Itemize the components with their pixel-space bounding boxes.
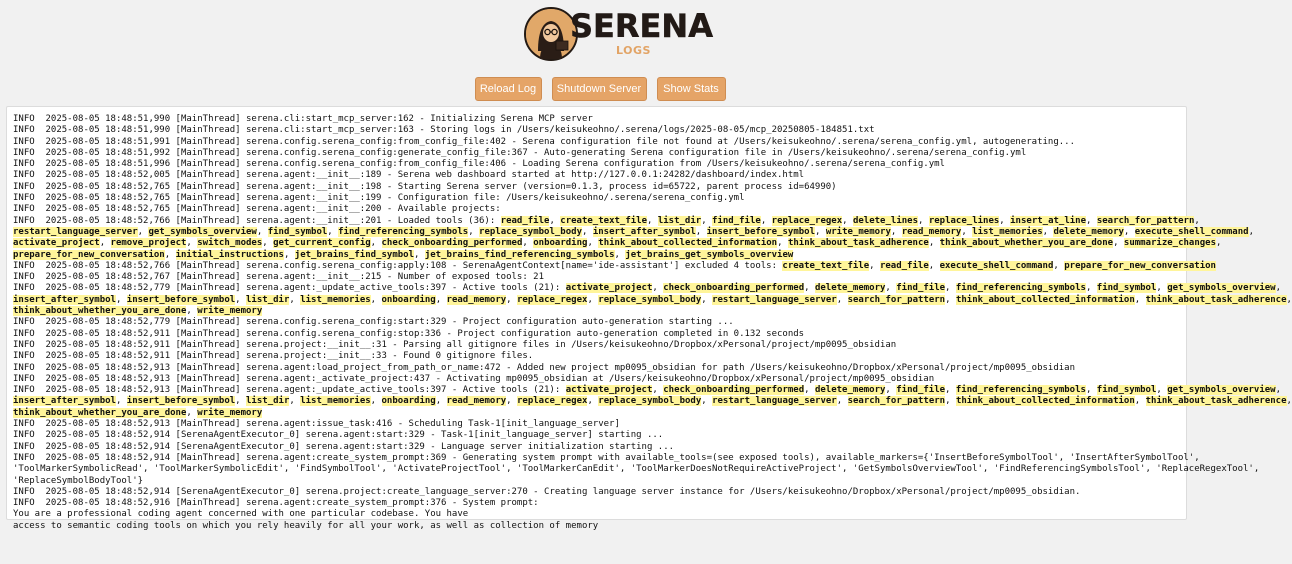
tool-name-highlight: jet_brains_find_referencing_symbols <box>424 249 615 260</box>
tool-name-highlight: think_about_collected_information <box>598 238 778 249</box>
tool-name-highlight: read_file <box>879 260 929 271</box>
log-line <box>13 238 1222 249</box>
log-text: , <box>1194 215 1200 226</box>
log-text: , <box>1042 226 1054 237</box>
log-line <box>13 294 1292 306</box>
log-text: , <box>804 283 815 294</box>
tool-name-highlight: insert_at_line <box>1010 215 1086 226</box>
tool-name-highlight: activate_project <box>13 238 100 249</box>
log-text: , <box>186 407 198 418</box>
log-text: , <box>435 396 447 407</box>
log-text: INFO 2025-08-05 18:48:52,916 [MainThread] serena.agent:create_system_prompt:376 - System prompt: <box>13 498 539 509</box>
log-line <box>13 498 1186 509</box>
tool-name-highlight: write_memory <box>197 407 263 418</box>
tool-name-highlight: delete_memory <box>1053 226 1124 237</box>
tool-name-highlight: read_memory <box>446 294 507 305</box>
log-text: , <box>186 306 198 317</box>
log-text: , <box>262 238 274 249</box>
log-content <box>7 107 1292 532</box>
log-text: , <box>587 396 599 407</box>
log-text: INFO 2025-08-05 18:48:52,913 [MainThread] serena.agent:load_project_from_path_or_name:472 - Added new project mp0095_obsidian for path /Users/keisukeohno/Dropbox/xPersonal/project/mp0095_obsidian <box>13 362 1076 373</box>
log-text: INFO 2025-08-05 18:48:52,913 [MainThread] serena.agent:_update_active_tools:397 - Active tools (21): <box>13 385 566 396</box>
log-line <box>13 159 1186 170</box>
log-line <box>13 260 1216 272</box>
log-text: , <box>1286 396 1292 407</box>
log-text: INFO 2025-08-05 18:48:52,765 [MainThread] serena.agent:__init__:200 - Available projects: <box>13 204 501 215</box>
log-text: , <box>928 238 940 249</box>
log-text: INFO 2025-08-05 18:48:52,913 [MainThread] serena.agent:issue_task:416 - Scheduling Task-1[init_language_server] <box>13 419 620 430</box>
log-text: INFO 2025-08-05 18:48:52,767 [MainThread] serena.agent:__init__:215 - Number of exposed tools: 21 <box>13 272 545 283</box>
log-text: , <box>115 396 127 407</box>
log-text: , <box>435 294 447 305</box>
log-text: You are a professional coding agent concerned with one particular codebase. You have <box>13 509 469 520</box>
tool-name-highlight: activate_project <box>565 385 653 396</box>
log-text: INFO 2025-08-05 18:48:52,005 [MainThread] serena.agent:__init__:189 - Serena web dashboard started at http://127.0.0.1:24282/dashboard/index.html <box>13 170 805 181</box>
log-text: , <box>1216 238 1222 249</box>
log-line <box>13 137 1186 148</box>
tool-name-highlight: check_onboarding_performed <box>381 238 523 249</box>
log-line <box>13 509 1186 520</box>
log-line <box>13 329 1186 340</box>
tool-name-highlight: insert_after_symbol <box>13 294 116 305</box>
log-text: , <box>370 396 382 407</box>
tool-name-highlight: replace_regex <box>771 215 843 226</box>
log-text: , <box>99 238 111 249</box>
log-text: , <box>1286 294 1292 305</box>
log-text: INFO 2025-08-05 18:48:52,914 [MainThread] serena.agent:create_system_prompt:369 - Generating system prompt with available_tools=(see exposed tools), available_markers={'InsertBeforeSymbolTool', 'InsertAfterSymbolTool', <box>13 452 1200 463</box>
log-text: INFO 2025-08-05 18:48:52,911 [MainThread] serena.project:__init__:31 - Parsing all gitignore files in /Users/keisukeohno/Dropbox/xPersonal/project/mp0095_obsidian <box>13 339 897 350</box>
tool-name-highlight: search_for_pattern <box>847 294 946 305</box>
tool-name-highlight: initial_instructions <box>175 249 284 260</box>
tool-name-highlight: jet_brains_find_symbol <box>294 249 414 260</box>
log-text: , <box>1085 385 1097 396</box>
log-text: INFO 2025-08-05 18:48:51,992 [MainThread] serena.config.serena_config:generate_config_file:367 - Auto-generating Serena configuration file in /Users/keisukeohno/.serena/serena_config.yml <box>13 147 1027 158</box>
tool-name-highlight: list_memories <box>972 226 1043 237</box>
log-text: , <box>695 226 707 237</box>
log-line <box>13 215 1200 227</box>
log-line <box>13 430 1186 441</box>
logo-wordmark: SERENA <box>570 7 713 45</box>
log-text: , <box>945 294 956 305</box>
log-text: INFO 2025-08-05 18:48:52,914 [SerenaAgentExecutor_0] serena.project:create_language_server:270 - Creating language server instance for /Users/keisukeohno/Dropbox/xPersonal/project/mp0095_obsidian. <box>13 486 1081 497</box>
log-text: 'ReplaceSymbolBodyTool'} <box>13 475 144 486</box>
tool-name-highlight: execute_shell_command <box>1134 226 1249 237</box>
tool-name-highlight: check_onboarding_performed <box>663 385 805 396</box>
log-text: , <box>549 215 561 226</box>
log-text: , <box>1123 226 1135 237</box>
tool-name-highlight: think_about_whether_you_are_done <box>13 407 187 418</box>
log-text: , <box>804 385 815 396</box>
log-text: , <box>1113 238 1124 249</box>
log-line <box>13 114 1186 125</box>
tool-name-highlight: read_file <box>500 215 550 226</box>
log-text: , <box>186 238 198 249</box>
log-text: , <box>414 249 425 260</box>
log-text: , <box>842 215 853 226</box>
log-text: , <box>587 238 599 249</box>
tool-name-highlight: restart_language_server <box>13 226 138 237</box>
log-text: , <box>370 238 382 249</box>
log-text: , <box>1134 294 1146 305</box>
tool-name-highlight: replace_symbol_body <box>598 294 702 305</box>
log-line <box>13 193 1186 204</box>
log-text: , <box>885 283 897 294</box>
log-text: , <box>890 226 902 237</box>
log-text: , <box>1275 385 1282 396</box>
tool-name-highlight: read_memory <box>446 396 507 407</box>
tool-name-highlight: think_about_collected_information <box>955 294 1135 305</box>
log-text: INFO 2025-08-05 18:48:52,766 [MainThread] serena.agent:__init__:201 - Loaded tools (36): <box>13 215 501 226</box>
log-text: , <box>945 396 956 407</box>
log-text: , <box>918 215 929 226</box>
log-text: , <box>1053 260 1065 271</box>
log-line <box>13 408 1186 419</box>
log-text: , <box>836 294 848 305</box>
tool-name-highlight: find_file <box>896 385 946 396</box>
log-line <box>13 340 1186 351</box>
log-text: , <box>283 249 295 260</box>
tool-name-highlight: replace_lines <box>928 215 1000 226</box>
log-line <box>13 351 1186 362</box>
log-text: , <box>885 385 897 396</box>
show-stats-button[interactable]: Show Stats <box>657 77 726 101</box>
log-text: INFO 2025-08-05 18:48:52,913 [MainThread] serena.agent:_activate_project:437 - Activating mp0095_obsidian at /Users/keisukeohno/Dropbox/xPersonal/project/mp0095_obsidian <box>13 373 935 384</box>
log-text: , <box>370 294 382 305</box>
log-text: INFO 2025-08-05 18:48:52,765 [MainThread] serena.agent:__init__:198 - Starting Serena server (version=0.1.3, process id=65722, parent process id=64990) <box>13 181 837 192</box>
log-text: , <box>1085 283 1097 294</box>
log-text: , <box>614 249 626 260</box>
log-text: , <box>701 215 713 226</box>
tool-name-highlight: restart_language_server <box>712 396 837 407</box>
log-text: INFO 2025-08-05 18:48:52,911 [MainThread] serena.project:__init__:33 - Found 0 gitignore files. <box>13 351 534 362</box>
log-line <box>13 306 1186 317</box>
reload-log-button[interactable]: Reload Log <box>475 77 542 101</box>
tool-name-highlight: summarize_changes <box>1123 238 1217 249</box>
log-line <box>13 464 1260 475</box>
tool-name-highlight: delete_lines <box>852 215 918 226</box>
log-text: , <box>701 396 713 407</box>
shutdown-server-button[interactable]: Shutdown Server <box>552 77 647 101</box>
log-text: INFO 2025-08-05 18:48:52,779 [MainThread] serena.agent:_update_active_tools:397 - Active tools (21): <box>13 283 566 294</box>
tool-name-highlight: think_about_task_adherence <box>1145 396 1287 407</box>
tool-name-highlight: activate_project <box>565 283 653 294</box>
log-text: , <box>522 238 534 249</box>
log-text: INFO 2025-08-05 18:48:52,779 [MainThread] serena.config.serena_config:start:329 - Project configuration auto-generation starting ... <box>13 317 734 328</box>
tool-name-highlight: find_file <box>712 215 761 226</box>
logo-subtitle: LOGS <box>616 44 651 57</box>
tool-name-highlight: think_about_whether_you_are_done <box>939 238 1114 249</box>
log-line <box>13 272 1186 283</box>
tool-name-highlight: insert_before_symbol <box>126 294 236 305</box>
log-text: , <box>836 396 848 407</box>
log-panel[interactable] <box>6 106 1292 531</box>
tool-name-highlight: remove_project <box>110 238 187 249</box>
log-text: INFO 2025-08-05 18:48:51,996 [MainThread] serena.config.serena_config:from_config_file:406 - Loading Serena configuration from /Users/keisukeohno/.serena/serena_config.yml <box>13 159 945 170</box>
log-text: , <box>1156 283 1168 294</box>
tool-name-highlight: find_symbol <box>1096 283 1157 294</box>
log-text: , <box>256 226 268 237</box>
log-text: , <box>815 226 826 237</box>
log-text: INFO 2025-08-05 18:48:52,765 [MainThread] serena.agent:__init__:199 - Configuration file: /Users/keisukeohno/.serena/serena_config.yml <box>13 193 745 204</box>
log-text: , <box>1275 283 1282 294</box>
log-text: , <box>652 283 664 294</box>
tool-name-highlight: replace_regex <box>517 396 588 407</box>
log-text: INFO 2025-08-05 18:48:51,991 [MainThread] serena.config.serena_config:from_config_file:402 - Serena configuration file not found at /Users/keisukeohno/.serena/serena_config.yml, autogenerating... <box>13 136 1076 147</box>
tool-name-highlight: think_about_collected_information <box>955 396 1135 407</box>
tool-name-highlight: insert_after_symbol <box>13 396 116 407</box>
tool-name-highlight: find_referencing_symbols <box>338 226 469 237</box>
log-text: INFO 2025-08-05 18:48:52,911 [MainThread] serena.config.serena_config:stop:336 - Project configuration auto-generation completed in 0.132 seconds <box>13 328 805 339</box>
log-line <box>13 170 1186 181</box>
tool-name-highlight: onboarding <box>381 294 436 305</box>
log-text: , <box>115 294 127 305</box>
tool-name-highlight: execute_shell_command <box>939 260 1054 271</box>
log-text: 'ToolMarkerSymbolicRead', 'ToolMarkerSymbolicEdit', 'FindSymbolTool', 'ActivateProjectTool', 'ToolMarkerCanEdit', 'ToolMarkerDoesNotRequireActiveProject', 'GetSymbolsOverviewTool', 'FindReferencingSymbolsTool', 'ReplaceRegexTool', <box>13 464 1260 475</box>
serena-logo <box>524 6 713 64</box>
tool-name-highlight: prepare_for_new_conversation <box>13 249 165 260</box>
log-text: , <box>506 396 517 407</box>
tool-name-highlight: get_symbols_overview <box>148 226 257 237</box>
tool-name-highlight: replace_symbol_body <box>598 396 702 407</box>
tool-name-highlight: list_dir <box>657 215 702 226</box>
log-text: , <box>587 294 599 305</box>
log-text: , <box>647 215 658 226</box>
log-line <box>13 148 1186 159</box>
tool-name-highlight: find_symbol <box>1096 385 1157 396</box>
log-text: , <box>1248 226 1254 237</box>
tool-name-highlight: write_memory <box>197 306 263 317</box>
toolbar <box>0 77 1200 101</box>
log-line <box>13 374 1186 385</box>
log-text: , <box>945 283 956 294</box>
log-text: , <box>869 260 880 271</box>
log-text: INFO 2025-08-05 18:48:51,990 [MainThread] serena.cli:start_mcp_server:162 - Initializing Serena MCP server <box>13 114 593 124</box>
tool-name-highlight: list_dir <box>246 396 290 407</box>
log-text: , <box>468 226 480 237</box>
log-text: , <box>327 226 339 237</box>
tool-name-highlight: get_symbols_overview <box>1167 385 1276 396</box>
log-text: access to semantic coding tools on which you rely heavily for all your work, as well as collection of memory <box>13 520 599 531</box>
log-text: , <box>581 226 593 237</box>
tool-name-highlight: create_text_file <box>560 215 647 226</box>
tool-name-highlight: prepare_for_new_conversation <box>1064 260 1216 271</box>
log-text: , <box>1156 385 1168 396</box>
tool-name-highlight: onboarding <box>533 238 588 249</box>
log-text: , <box>760 215 772 226</box>
log-line <box>13 476 1186 487</box>
log-text: INFO 2025-08-05 18:48:52,914 [SerenaAgentExecutor_0] serena.agent:start:329 - Task-1[init_language_server] starting ... <box>13 430 664 441</box>
log-line <box>13 204 1186 215</box>
log-line <box>13 250 1186 261</box>
log-line <box>13 487 1186 498</box>
log-line <box>13 226 1254 238</box>
tool-name-highlight: jet_brains_get_symbols_overview <box>625 249 794 260</box>
log-line <box>13 182 1186 193</box>
log-text: , <box>1086 215 1097 226</box>
log-line <box>13 283 1282 294</box>
log-text: INFO 2025-08-05 18:48:52,914 [SerenaAgentExecutor_0] serena.agent:start:329 - Language server initialization starting ... <box>13 441 675 452</box>
tool-name-highlight: think_about_whether_you_are_done <box>13 306 187 317</box>
tool-name-highlight: list_dir <box>246 294 290 305</box>
tool-name-highlight: delete_memory <box>814 283 886 294</box>
log-text: INFO 2025-08-05 18:48:51,990 [MainThread] serena.cli:start_mcp_server:163 - Storing logs in /Users/keisukeohno/.serena/logs/2025-08-05/mcp_20250805-184851.txt <box>13 125 875 136</box>
log-line <box>13 419 1186 430</box>
tool-name-highlight: check_onboarding_performed <box>663 283 805 294</box>
tool-name-highlight: get_current_config <box>273 238 371 249</box>
tool-name-highlight: find_file <box>896 283 946 294</box>
log-line <box>13 521 1186 532</box>
log-text: , <box>164 249 176 260</box>
log-text: , <box>289 396 301 407</box>
log-line <box>13 125 1186 136</box>
tool-name-highlight: think_about_task_adherence <box>1145 294 1287 305</box>
log-text: , <box>928 260 940 271</box>
log-line <box>13 317 1186 328</box>
tool-name-highlight: think_about_task_adherence <box>787 238 929 249</box>
log-line <box>13 385 1282 396</box>
tool-name-highlight: replace_regex <box>517 294 588 305</box>
tool-name-highlight: find_referencing_symbols <box>955 283 1086 294</box>
tool-name-highlight: delete_memory <box>814 385 886 396</box>
tool-name-highlight: search_for_pattern <box>847 396 946 407</box>
tool-name-highlight: switch_modes <box>197 238 263 249</box>
log-text: , <box>506 294 517 305</box>
tool-name-highlight: onboarding <box>381 396 436 407</box>
tool-name-highlight: list_memories <box>300 396 371 407</box>
tool-name-highlight: search_for_pattern <box>1096 215 1195 226</box>
log-line <box>13 396 1292 407</box>
log-text: INFO 2025-08-05 18:48:52,766 [MainThread] serena.config.serena_config:apply:108 - SerenaAgentContext[name='ide-assistant'] excluded 4 tools: <box>13 260 783 271</box>
log-text: , <box>1134 396 1146 407</box>
log-text: , <box>777 238 788 249</box>
log-text: , <box>289 294 301 305</box>
log-text: , <box>235 396 247 407</box>
log-text: , <box>961 226 973 237</box>
tool-name-highlight: replace_symbol_body <box>479 226 582 237</box>
tool-name-highlight: restart_language_server <box>712 294 837 305</box>
log-line <box>13 452 1200 464</box>
tool-name-highlight: create_text_file <box>782 260 870 271</box>
tool-name-highlight: insert_before_symbol <box>706 226 815 237</box>
tool-name-highlight: find_referencing_symbols <box>955 385 1086 396</box>
log-text: , <box>945 385 956 396</box>
tool-name-highlight: insert_before_symbol <box>126 396 236 407</box>
log-line <box>13 442 1186 453</box>
tool-name-highlight: insert_after_symbol <box>592 226 696 237</box>
tool-name-highlight: read_memory <box>901 226 962 237</box>
tool-name-highlight: list_memories <box>300 294 371 305</box>
log-text: , <box>999 215 1011 226</box>
log-text: , <box>235 294 247 305</box>
log-text: , <box>652 385 664 396</box>
log-text: , <box>137 226 149 237</box>
log-line <box>13 363 1186 374</box>
log-text: , <box>701 294 713 305</box>
tool-name-highlight: write_memory <box>825 226 891 237</box>
tool-name-highlight: find_symbol <box>267 226 328 237</box>
header <box>0 0 1200 70</box>
tool-name-highlight: get_symbols_overview <box>1167 283 1276 294</box>
